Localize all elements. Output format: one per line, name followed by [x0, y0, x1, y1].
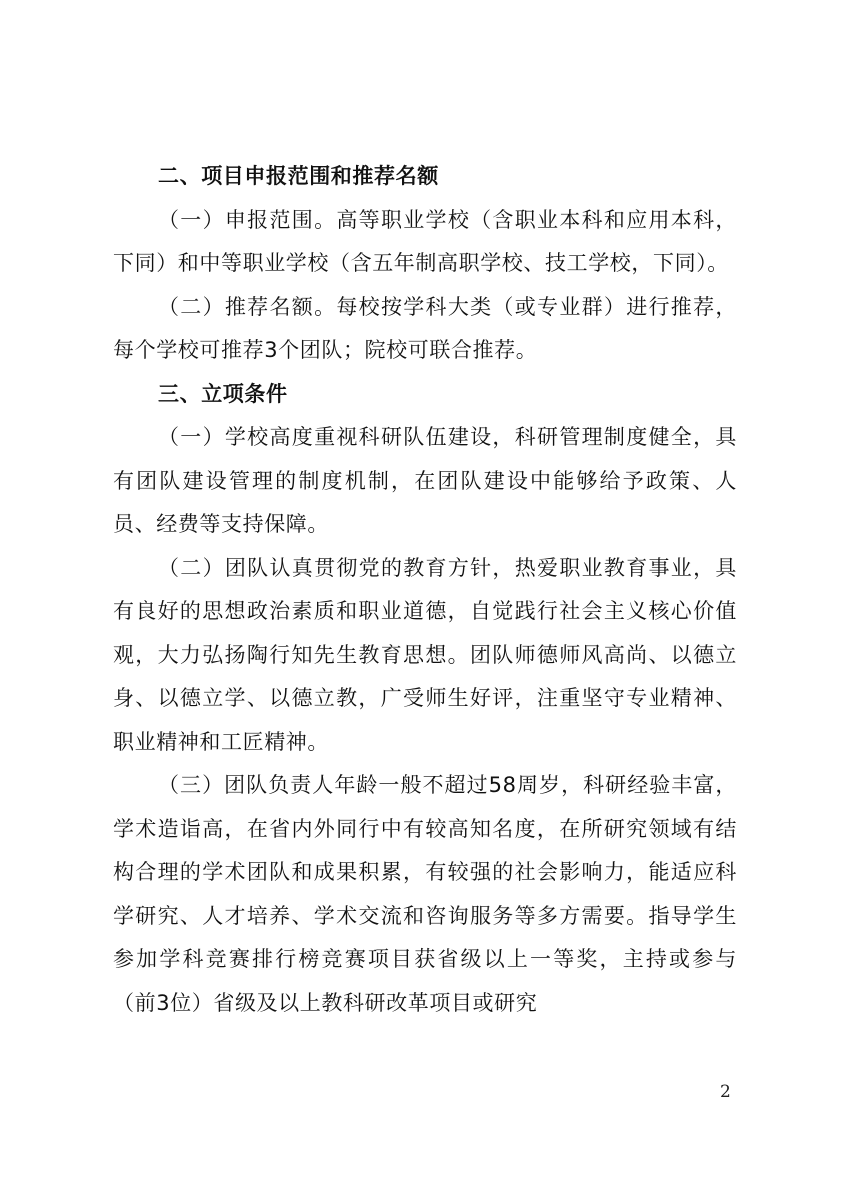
document-body: [113, 155, 737, 1025]
section-heading-2: 二、项目申报范围和推荐名额: [158, 164, 439, 188]
paragraph-condition-2: （二）团队认真贯彻党的教育方针，热爱职业教育事业，具有良好的思想政治素质和职业道德，自觉践行社会主义核心价值观，大力弘扬陶行知先生教育思想。团队师德师风高尚、以德立身、以德立学、以德立教，广受师生好评，注重坚守专业精神、职业精神和工匠精神。: [113, 555, 737, 754]
paragraph-condition-1: （一）学校高度重视科研队伍建设，科研管理制度健全，具有团队建设管理的制度机制，在团队建设中能够给予政策、人员、经费等支持保障。: [113, 425, 737, 536]
paragraph-condition-3: （三）团队负责人年龄一般不超过58周岁，科研经验丰富，学术造诣高，在省内外同行中有较高知名度，在所研究领域有结构合理的学术团队和成果积累，有较强的社会影响力，能适应科学研究、人才培养、学术交流和咨询服务等多方需要。指导学生参加学科竞赛排行榜竞赛项目获省级以上一等奖，主持或参与（前3位）省级及以上教科研改革项目或研究: [113, 773, 737, 1015]
paragraph-recommendation-quota: （二）推荐名额。每校按学科大类（或专业群）进行推荐，每个学校可推荐3个团队；院校可联合推荐。: [113, 294, 737, 362]
paragraph-application-scope: （一）申报范围。高等职业学校（含职业本科和应用本科，下同）和中等职业学校（含五年制高职学校、技工学校，下同）。: [113, 207, 737, 275]
section-heading-3: 三、立项条件: [158, 381, 288, 406]
page-number: 2: [720, 1082, 731, 1102]
